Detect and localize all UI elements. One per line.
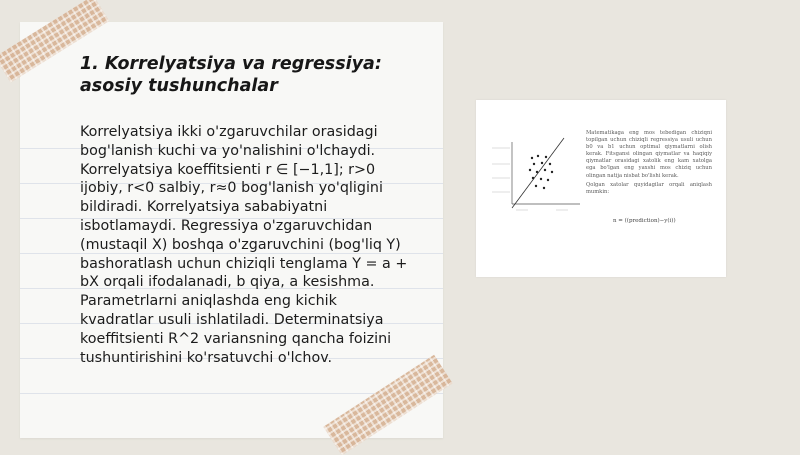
figure-paragraph: Matematikaga eng mos tebedigan chiziqni topilgan uchun chiziqli regressiya usuli uchun b0 va b1 uchun optimal qiymatlarni olish kerak. Fitsgansi olingan qiymatlar va haqiqiy qiymatlar orasidagi xatolik eng kam xatolga ega bo'lgan eng yaxshi mos chiziq uchun olingan natija nisbat bo'lishi kerak.: [586, 130, 712, 179]
scatter-point: [536, 171, 538, 173]
scatter-points: [529, 155, 553, 189]
scatter-point: [543, 187, 545, 189]
scatter-point: [544, 169, 546, 171]
figure-paragraph: Qolgan xatolar quyidagilar orqali aniqlash mumkin:: [586, 181, 712, 195]
scatter-point: [547, 179, 549, 181]
slide-title: 1. Korrelyatsiya va regressiya: asosiy tushunchalar: [80, 54, 382, 96]
scatter-point: [533, 163, 535, 165]
scatter-point: [541, 162, 543, 164]
scatter-point: [540, 178, 542, 180]
figure-formula: n = ((prediction)−y(i)): [613, 218, 676, 224]
scatter-point: [537, 155, 539, 157]
regression-line: [512, 138, 564, 208]
note-card: [20, 22, 443, 438]
scatter-point: [529, 169, 531, 171]
figure-text-block: [586, 130, 712, 198]
scatter-point: [531, 157, 533, 159]
regression-figure-image: [476, 100, 726, 277]
scatter-point: [545, 156, 547, 158]
scatter-point: [532, 177, 534, 179]
scatter-point: [535, 185, 537, 187]
scatter-point: [551, 171, 553, 173]
slide-body-text: Korrelyatsiya ikki o'zgaruvchilar orasidagi bog'lanish kuchi va yo'nalishini o'lchaydi. Korrelyatsiya koeffitsienti r ∈ [−1,1]; r>0 ijobiy, r<0 salbiy, r≈0 bog'lanish yo'qligini bildiradi. Korrelyatsiya sababiyatni isbotlamaydi. Regressiya o'zgaruvchidan (mustaqil X) boshqa o'zgaruvchini (bog'liq Y) bashoratlash uchun chiziqli tenglama Y = a + bX orqali ifodalanadi, b qiya, a kesishma. Parametrlarni aniqlashda eng kichik kvadratlar usuli ishlatiladi. Determinatsiya koeffitsienti R^2 variansning qancha foizini tushuntirishini ko'rsatuvchi o'lchov.: [80, 124, 408, 366]
scatter-point: [549, 163, 551, 165]
